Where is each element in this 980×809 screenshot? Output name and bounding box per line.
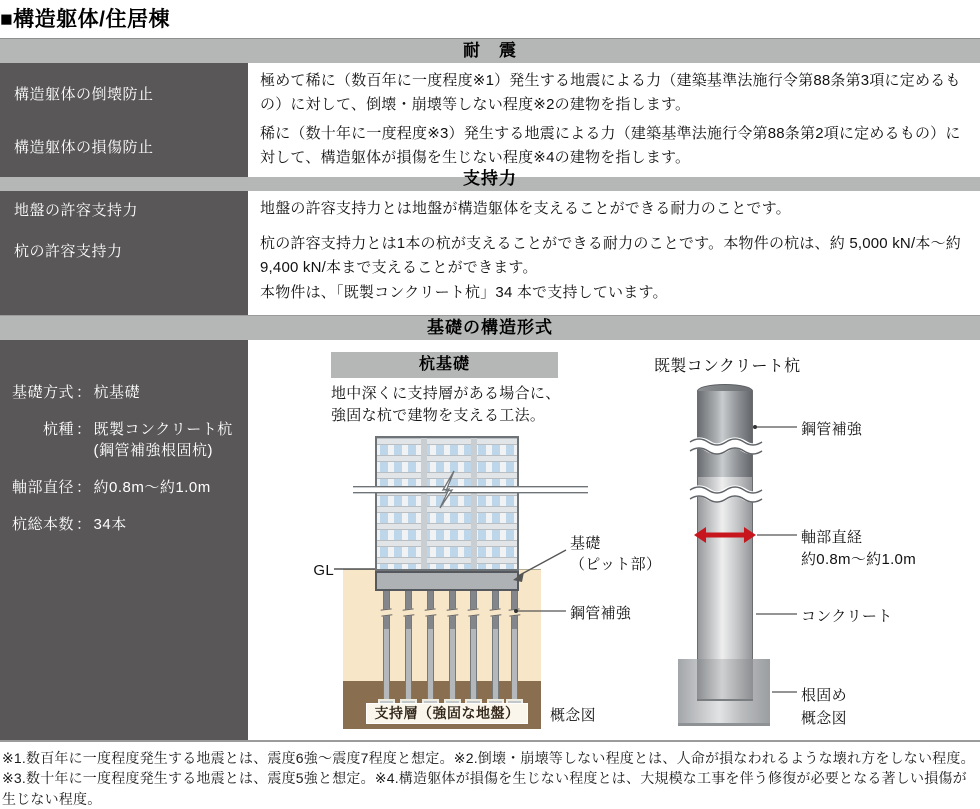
spec-value: 杭基礎 xyxy=(93,384,141,401)
spec-colon: ： xyxy=(76,479,92,496)
pile xyxy=(511,591,518,699)
table-row xyxy=(0,115,980,167)
spec-value: 34本 xyxy=(93,516,127,533)
spec-value: 既製コンクリート杭 (鋼管補強根固杭) xyxy=(93,421,233,459)
leader-dot xyxy=(753,425,757,429)
spec-label: 軸部直径 xyxy=(11,479,74,496)
building-illustration xyxy=(375,436,519,571)
concrete-label: コンクリート xyxy=(801,608,893,625)
shaft-diameter-label-1: 軸部直経 xyxy=(801,529,863,546)
spec-colon: ： xyxy=(76,421,92,438)
spec-colon: ： xyxy=(76,384,92,401)
row-text-ground-capacity: 地盤の許容支持力とは地盤が構造躯体を支えることができる耐力のことです。 xyxy=(250,191,980,227)
pile xyxy=(470,591,477,699)
shaft-diameter-label-2: 約0.8m～約1.0m xyxy=(801,551,916,568)
pile xyxy=(405,591,412,699)
pile-foundation-diagram-title: 杭基礎 xyxy=(331,352,558,378)
footnotes: ※1.数百年に一度程度発生する地震とは、震度6強～震度7程度と想定。※2.倒壊・崩壊等しない程度とは、人命が損なわれるような壊れ方をしない程度。※3.数十年に一度程度発生する地震とは、震度5強と想定。※4.構造躯体が損傷を生じない程度とは、大規模な工事を伴う修復が必要となる著しい損傷が生じない程度。 xyxy=(2,750,975,807)
concept-figure-label-left: 概念図 xyxy=(550,707,596,724)
row-label-collapse-prevention: 構造躯体の倒壊防止 xyxy=(0,63,250,124)
pile xyxy=(427,591,434,699)
precast-pile-diagram-title: 既製コンクリート杭 xyxy=(654,358,801,375)
spec-foundation-method xyxy=(0,382,248,403)
spec-label: 杭総本数 xyxy=(11,516,74,533)
table-row xyxy=(0,225,980,316)
pile xyxy=(383,591,390,699)
steel-pipe-label-right: 鋼管補強 xyxy=(801,421,863,438)
pile xyxy=(449,591,456,699)
foundation-row xyxy=(0,340,980,740)
row-label-ground-capacity: 地盤の許容支持力 xyxy=(0,191,250,227)
section-header-seismic: 耐 震 xyxy=(0,39,980,63)
section-header-bearing-capacity: 支持力 xyxy=(0,167,980,191)
spec-value: 約0.8m～約1.0m xyxy=(93,479,211,496)
table-row xyxy=(0,63,980,115)
page-title: ■構造躯体/住居棟 xyxy=(0,8,171,31)
support-layer-label: 支持層（強固な地盤） xyxy=(366,703,528,724)
root-consolidation-label: 根固め xyxy=(801,687,847,704)
pile-concrete-section xyxy=(697,477,753,659)
row-text-collapse-prevention: 極めて稀に（数百年に一度程度※1）発生する地震による力（建築基準法施行令第88条第3項に定めるもの）に対して、倒壊・崩壊等しない程度※2の建物を指します。 xyxy=(250,63,980,124)
diagram-area xyxy=(250,340,980,740)
foundation-slab xyxy=(375,571,519,591)
foundation-spec-cell xyxy=(0,340,250,740)
steel-pipe-label-left: 鋼管補強 xyxy=(570,605,632,622)
concept-figure-label-right: 概念図 xyxy=(801,710,847,727)
pile xyxy=(492,591,499,699)
section-header-foundation-type: 基礎の構造形式 xyxy=(0,316,980,340)
spec-label: 杭種 xyxy=(42,421,74,438)
spec-pile-type xyxy=(0,419,248,461)
row-label-pile-capacity: 杭の許容支持力 xyxy=(0,226,250,315)
pile-stub-in-root xyxy=(697,659,753,701)
pile-diagram-description-1: 地中深くに支持層がある場合に、 xyxy=(331,385,561,402)
gl-label: GL xyxy=(313,562,334,579)
foundation-pit-label-1: 基礎 xyxy=(570,535,601,552)
spec-shaft-diameter xyxy=(0,477,248,498)
row-text-pile-capacity xyxy=(250,226,980,315)
pile-diagram-description-2: 強固な杭で建物を支える工法。 xyxy=(331,407,546,424)
spec-colon: ： xyxy=(76,516,92,533)
table-row xyxy=(0,191,980,225)
spec-table xyxy=(0,38,980,742)
pile-capacity-paragraph-1: 杭の許容支持力とは1本の杭が支えることができる耐力のことです。本物件の杭は、約 5,000 kN/本～約 9,400 kN/本まで支えることができます。 xyxy=(260,235,961,277)
row-label-damage-prevention: 構造躯体の損傷防止 xyxy=(0,116,250,177)
row-text-damage-prevention: 稀に（数十年に一度程度※3）発生する地震による力（建築基準法施行令第88条第2項に定めるもの）に対して、構造躯体が損傷を生じない程度※4の建物を指します。 xyxy=(250,116,980,177)
spec-pile-count xyxy=(0,514,248,535)
pile-steel-section xyxy=(697,391,753,477)
spec-label: 基礎方式 xyxy=(11,384,74,401)
foundation-pit-label-2: （ピット部） xyxy=(570,556,662,573)
pile-capacity-paragraph-2: 本物件は、「既製コンクリート杭」34 本で支持しています。 xyxy=(260,283,668,301)
